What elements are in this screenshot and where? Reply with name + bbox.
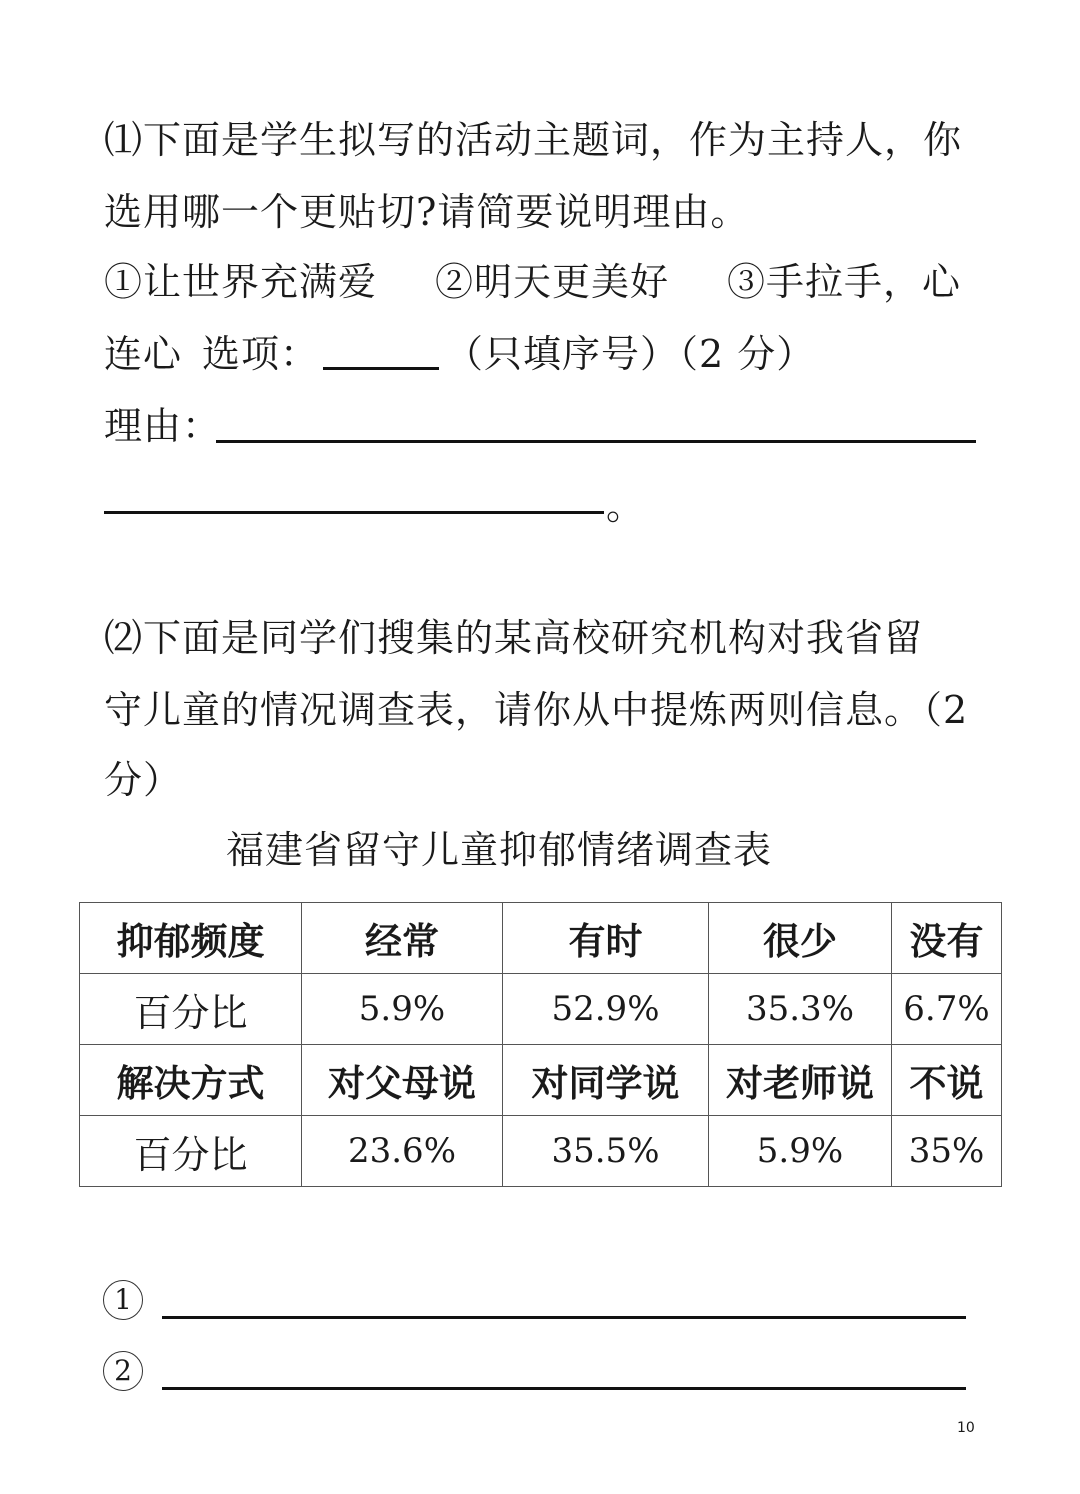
- choice-blank[interactable]: [323, 337, 439, 370]
- reason-blank-2[interactable]: [104, 511, 604, 514]
- table-row-method-values: [80, 1116, 1002, 1187]
- table-cell: 没有: [892, 903, 1002, 974]
- answer-marker-1: 1: [103, 1280, 143, 1320]
- q1-line-2: 选用哪一个更贴切?请简要说明理由。: [104, 190, 750, 234]
- choice-label: 选项：: [202, 332, 320, 376]
- q2-line-3: 分）: [104, 758, 183, 802]
- table-cell: 5.9%: [709, 1116, 892, 1187]
- table-row-frequency-header: [80, 903, 1002, 974]
- table-row-method-header: [80, 1045, 1002, 1116]
- table-cell: 不说: [892, 1045, 1002, 1116]
- table-cell: 5.9%: [302, 974, 503, 1045]
- table-cell: 35.3%: [709, 974, 892, 1045]
- table-cell: 经常: [302, 903, 503, 974]
- answer-marker-2: 2: [103, 1351, 143, 1391]
- page-number: 10: [957, 1420, 975, 1436]
- table-cell: 解决方式: [80, 1045, 302, 1116]
- table-row-frequency-values: [80, 974, 1002, 1045]
- reason-blank-1[interactable]: [216, 440, 976, 443]
- option-2: ②明天更美好: [435, 260, 670, 304]
- option-3-cont: 连心: [104, 332, 183, 376]
- table-cell: 6.7%: [892, 974, 1002, 1045]
- survey-table: [79, 902, 1002, 1187]
- choice-note: （只填序号）（2 分）: [445, 332, 816, 376]
- q1-choice-row: [104, 330, 815, 378]
- q2-line-2: 守儿童的情况调查表，请你从中提炼两则信息。（2: [104, 688, 969, 732]
- answer-blank-2[interactable]: [162, 1387, 966, 1390]
- q1-options-row: [104, 258, 961, 306]
- table-cell: 对老师说: [709, 1045, 892, 1116]
- table-cell: 有时: [503, 903, 709, 974]
- table-cell: 很少: [709, 903, 892, 974]
- table-cell: 35.5%: [503, 1116, 709, 1187]
- table-cell: 抑郁频度: [80, 903, 302, 974]
- table-cell: 对父母说: [302, 1045, 503, 1116]
- table-cell: 百分比: [80, 1116, 302, 1187]
- table-title: 福建省留守儿童抑郁情绪调查表: [226, 828, 773, 872]
- option-1: ①让世界充满爱: [104, 260, 378, 304]
- q2-line-1: ⑵下面是同学们搜集的某高校研究机构对我省留: [104, 616, 924, 660]
- table-cell: 52.9%: [503, 974, 709, 1045]
- table-cell: 对同学说: [503, 1045, 709, 1116]
- reason-label: 理由：: [104, 404, 222, 448]
- table-cell: 百分比: [80, 974, 302, 1045]
- answer-blank-1[interactable]: [162, 1316, 966, 1319]
- reason-end-mark: 。: [606, 484, 646, 528]
- option-3: ③手拉手，心: [727, 260, 962, 304]
- table-cell: 23.6%: [302, 1116, 503, 1187]
- q1-line-1: ⑴下面是学生拟写的活动主题词，作为主持人，你: [104, 118, 963, 162]
- table-cell: 35%: [892, 1116, 1002, 1187]
